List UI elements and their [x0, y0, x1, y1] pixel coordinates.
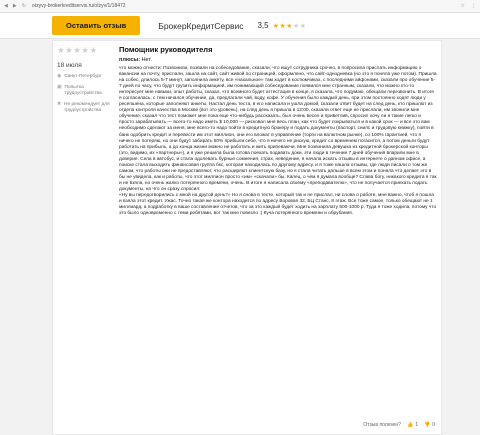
like-button[interactable] [407, 422, 418, 428]
meta1-label: Попытка трудоустройства [64, 84, 102, 96]
review-paragraph: «Ну вы передогворились с мной на другой день?» Но я снова в тесте, который так и не прислал, ни слова о работе, мне важно, чтоб я пошла и взяла этот кредит. Ужас. Точно такая же контора находится по адресу Боровая 32, БЦ Станс, 8 этаж. Все тоже самое, только обещают не 1 миллиард, а подработку в ваше составление отчетов, что за это каждый будет ходить на зарплату 500-1000 р. Туда я тоже ходила, потому что это было одновременно с теми ребятами, вот так мне повезло :) Куча потерянного времени и обрубания. [119, 192, 437, 217]
meta-line-1 [57, 85, 117, 97]
write-review-button[interactable]: Оставить отзыв [52, 16, 140, 35]
browser-nav [4, 3, 26, 9]
dislike-count: 0 [432, 422, 435, 428]
city-line [57, 74, 117, 80]
helpful-row [363, 422, 435, 428]
meta2-label: Не рекомендует для трудоустройства [64, 101, 110, 113]
site-header [0, 13, 480, 39]
review-paragraph: что можно отнести: Позвонили, позвали на собеседование, сказали, что ищут сотрудника срочно, в попросила прислать информацию о вакансии на почту, прислали, зашла на сайт, сайт живой по страницей, оформлено, что сайт-однодневка (но это я поняла уже потом). Пришла на собес, длилось 5-7 минут, заполнила анкету, все «нахальное» там ходят в костюмчиках, с последними айфонами, сказали про обучение 5-7 дней по часу, что будут грузить информацией, им понимающий собеседование появился мне странным, сказали, что можно кто-то интересует мне навыки, опыт работы, сказал, что всемного будет аттестация в конце, я сказала, что подумаю, обещали перезвонить. В итоге я согласилась, с тем начался обучение, да, предлагали чай, воду, кофе. У обучения было каждый день, при этом постоянно ходят люди у ресепшена, которые заполняют анкеты. Настал день теста, в его написала и ушла домой, сказали ответ будет на след день, кто пришлют из отдела контроля качества в Москве (вот это уровень), на след день я пришла в 12:00, сказали ответ еще не прислали, им звонили мне обучение, сказал что тест поможет мне пока еще что-нибудь рассказать, был очень весел и приветлив, спросил хочу ли я такие легко и просто зарабатывать — всего-то надо иметь $ 10,000 — рисковал мне весь план, как что будет покрываться и в какой срок — и все это вам необходимо сделают за меня, мне всего-то надо пойти в кредитную брокеру и подать документы (паспорт, снилс и трудовую книжку), пойти в банк одобрить кредит и перевести им этот миллион, они его вложат в управление (торги на валютном рынке), со 100% гарантией, что я ничего не потеряю, но они будут забирать 50% прибыли себе, что я ничего не рискую, кредит со временем погасится, а потом деньги будут работать на прибыль, а до конца жизни можно не работать и жить припеваючи. Мне позвонила девушка из кредитной брокерской конторы (это, видимо, их «партнеры»), и я уже решила была готова поехать подавать доки, эти люди в течение 7 дней обучения впарили мне в доверие. Села в автобус, и стала одолевать бурные сомнения, страх, неведение, я начала искать отзывы в интернете о данном офисе, а поиске стала выходить финансовая группа бкс, которая находилась по другому адресу, и я тоже нашла отзывы, где люди писали о том же самом, что работы они не предоставляют, что расширяют клиентскую базу, но я стала читать дальше в всем этом и поняла что делает это в бы не увидела, как и работы, что этот миллион просто «им» «скачали» бы. Капец, о чем я думала вообще? Слава богу, никакого кредита я так и не взяла, но очень жалко потерянного времени, очень. В итоге я написала своему «преподавателю», что не получается приехать подать документы, на что он сразу спросил: [119, 66, 437, 192]
review-meta [57, 45, 117, 114]
forward-icon[interactable]: ▶ [12, 3, 17, 9]
city-label: Санкт-Петербург [64, 74, 102, 79]
like-count: 1 [415, 422, 418, 428]
browser-toolbar [0, 0, 480, 13]
review-body [119, 45, 437, 217]
pros-label: плюсы: [119, 57, 141, 63]
menu-icon[interactable]: ⋮ [471, 3, 476, 9]
review-date: 18 июля [57, 62, 82, 69]
rating-value: 3,5 [257, 21, 269, 30]
dislike-button[interactable] [424, 422, 435, 428]
pros-value: Нет. [141, 57, 152, 63]
briefcase-icon: ▣ [57, 84, 62, 90]
company-name[interactable]: БрокерКредитСервис [158, 20, 244, 31]
review-text [119, 66, 437, 217]
browser-actions [461, 3, 476, 9]
rating-stars-icon: ★★★★★ [272, 22, 307, 30]
review-card [52, 40, 442, 435]
helpful-label: Отзыв полезен? [363, 422, 401, 428]
reload-icon[interactable]: ↻ [21, 3, 26, 9]
meta-line-2 [57, 102, 117, 114]
address-bar[interactable]: otzyvy-brokerkreditservis.ru/otzyv/1/18472 [31, 3, 126, 9]
thumb-down-icon: ✖ [57, 101, 62, 107]
back-icon[interactable]: ◀ [4, 3, 8, 9]
review-title: Помощник руководителя [119, 45, 213, 54]
bookmark-icon[interactable]: ☆ [460, 3, 465, 9]
review-stars-icon: ★★★★★ [57, 45, 98, 55]
company-rating [257, 21, 306, 30]
pros-line [119, 57, 437, 63]
location-icon: ◉ [57, 74, 62, 79]
thumb-up-icon: 👍 [406, 422, 414, 428]
thumb-down-icon: 👎 [423, 422, 431, 428]
